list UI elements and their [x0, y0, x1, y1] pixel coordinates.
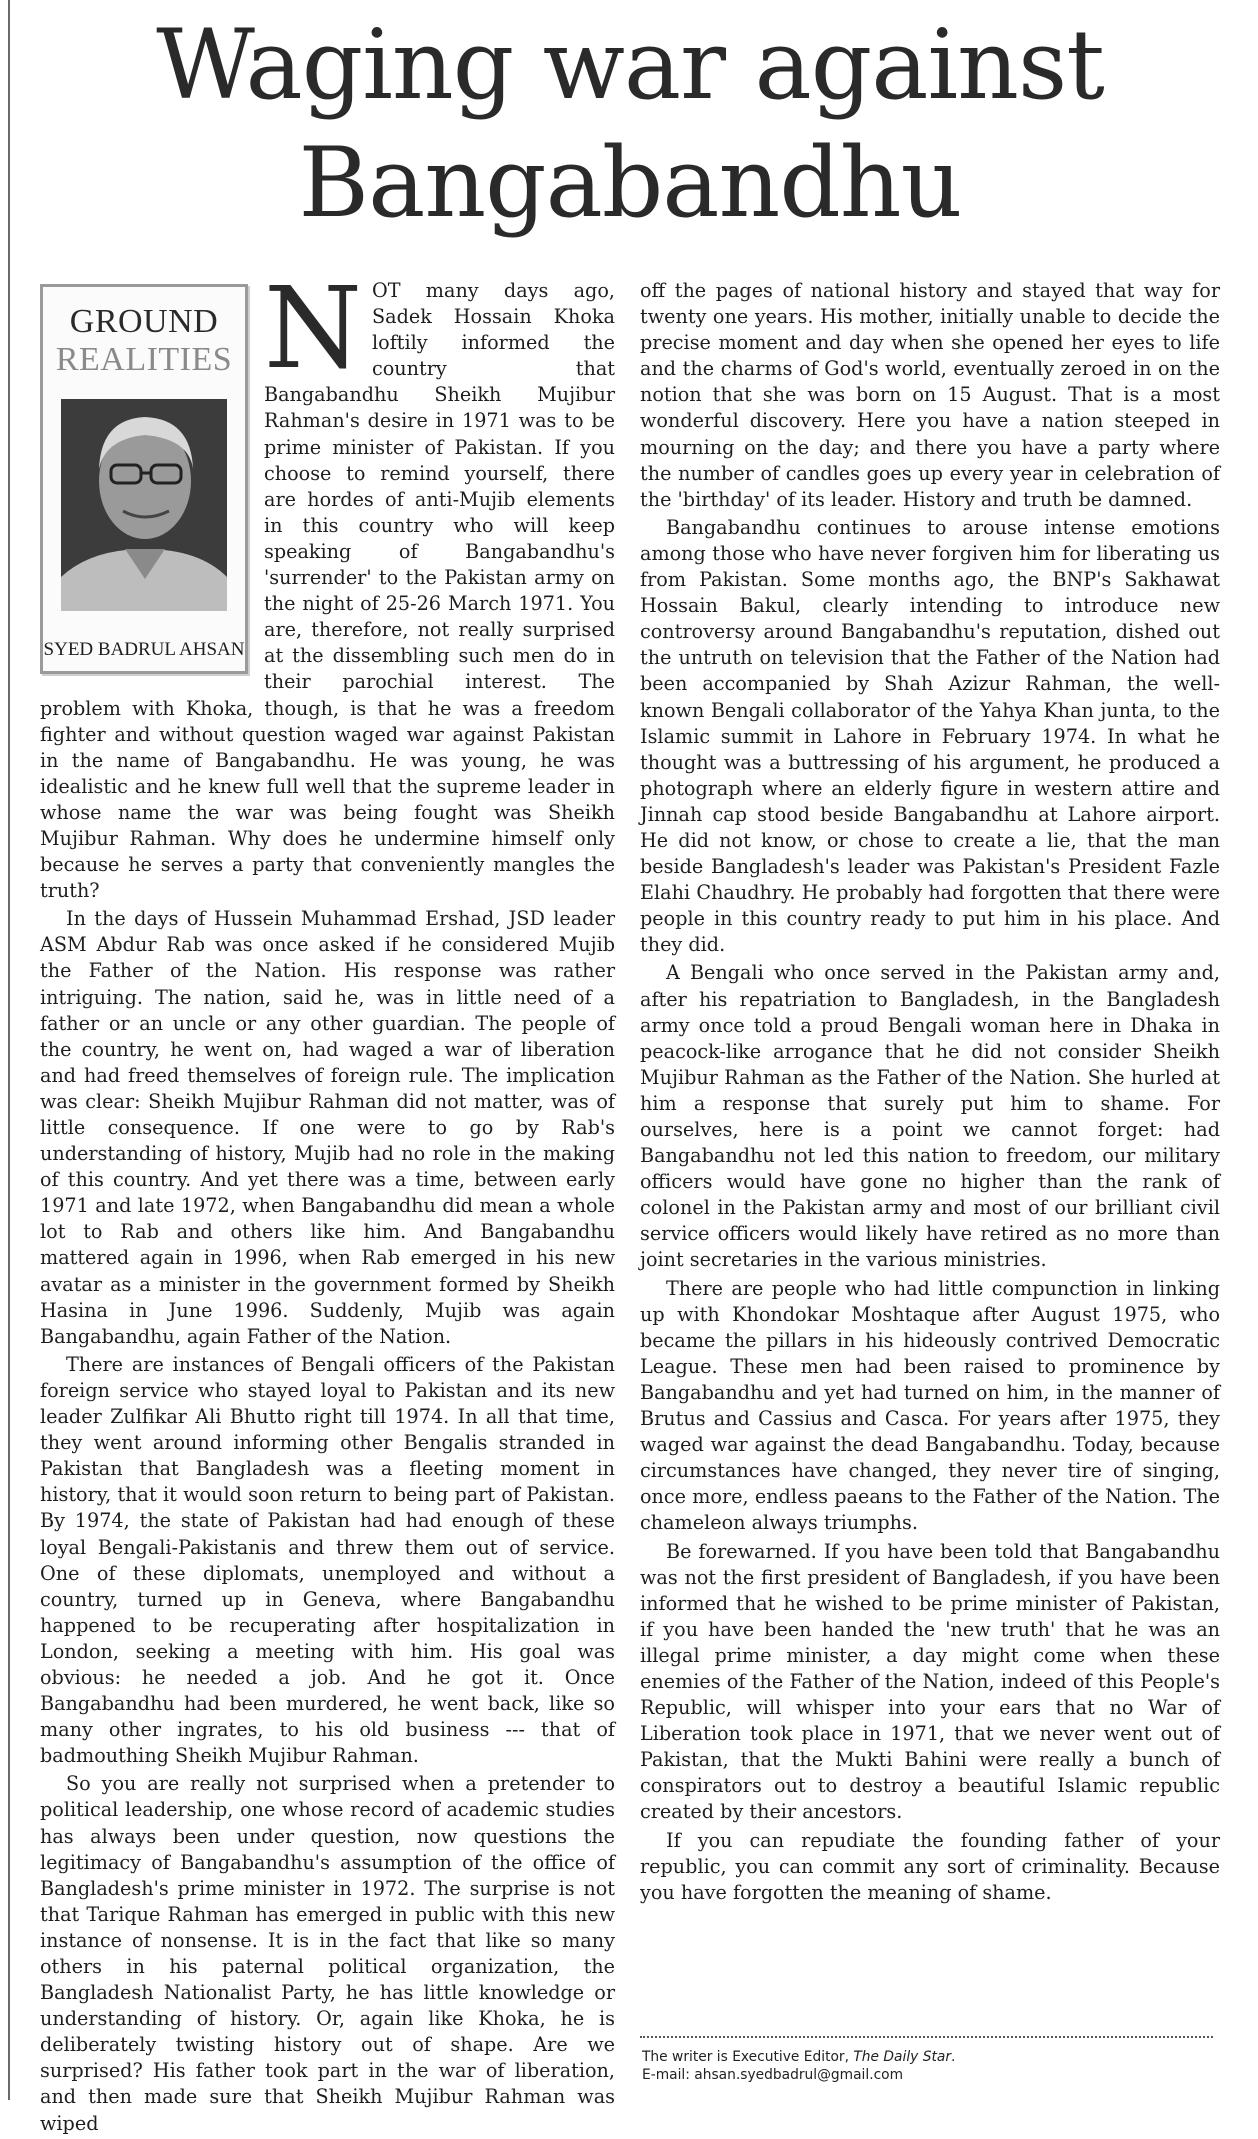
- footer-divider: [640, 2036, 1213, 2038]
- article-column-left: [40, 264, 615, 2139]
- email-address: ahsan.syedbadrul@gmail.com: [694, 2067, 904, 2083]
- author-name: SYED BADRUL AHSAN: [43, 638, 245, 660]
- author-footer: [642, 2048, 1222, 2084]
- article-column-right: [640, 278, 1220, 1908]
- column-rule: [8, 0, 10, 2100]
- column-title-ground: GROUND: [69, 303, 219, 340]
- writer-credit-suffix: .: [951, 2049, 956, 2065]
- paragraph-6: A Bengali who once served in the Pakistan army and, after his repatriation to Bangladesh, in the Bangladesh army once told a proud Bengali woman here in Dhaka in peacock-like arrogance that he did not consider Sheikh Mujibur Rahman as the Father of the Nation. She hurled at him a response that surely put him to shame. For ourselves, here is a point we cannot forget: had Bangabandhu not led this nation to freedom, our military officers would have gone no higher than the rank of colonel in the Pakistan army and most of our brilliant civil service officers would likely have retired as no more than joint secretaries in the various ministries.: [640, 961, 1220, 1272]
- paragraph-2: In the days of Hussein Muhammad Ershad, JSD leader ASM Abdur Rab was once asked if he considered Mujib the Father of the Nation. His response was rather intriguing. The nation, said he, was in little need of a father or an uncle or any other guardian. The people of the country, he went on, had waged a war of liberation and had freed themselves of foreign rule. The implication was clear: Sheikh Mujibur Rahman did not matter, was of little consequence. If one were to go by Rab's understanding of history, Mujib had no role in the making of this country. And yet there was a time, between early 1971 and late 1972, when Bangabandhu did mean a whole lot to Rab and others like him. And Bangabandhu mattered again in 1996, when Rab emerged in his new avatar as a minister in the government formed by Sheikh Hasina in June 1996. Suddenly, Mujib was again Bangabandhu, again Father of the Nation.: [40, 907, 615, 1348]
- headline-line-1: Waging war against: [156, 9, 1104, 121]
- paragraph-8: Be forewarned. If you have been told that Bangabandhu was not the first president of Bangladesh, if you have been informed that he wished to be prime minister of Pakistan, if you have been handed the 'new truth' that he was an illegal prime minister, a day might come when these enemies of the Father of the Nation, indeed of this People's Republic, will whisper into your ears that no War of Liberation took place in 1971, that we never went out of Pakistan, that the Mukti Bahini were really a bunch of conspirators out to destroy a beautiful Islamic republic created by their ancestors.: [640, 1539, 1220, 1824]
- column-box: [40, 284, 248, 674]
- paragraph-1-text: OT many days ago, Sadek Hossain Khoka loftily informed the country that Bangabandhu Sheikh Mujibur Rahman's desire in 1971 was to be prime minister of Pakistan. If you choose to remind yourself, there are hordes of anti-Mujib elements in this country who will keep speaking of Bangabandhu's 'surrender' to the Pakistan army on the night of 25-26 March 1971. You are, therefore, not really surprised at the dissembling such men do in their parochial interest. The problem with Khoka, though, is that he was a freedom fighter and without question waged war against Pakistan in the name of Bangabandhu. He was young, he was idealistic and he knew full well that the supreme leader in whose name the war was being fought was Sheikh Mujibur Rahman. Why does he undermine himself only because he serves a party that conveniently mangles the truth?: [40, 279, 615, 903]
- author-photo: [61, 399, 227, 611]
- paragraph-5: Bangabandhu continues to arouse intense emotions among those who have never forgiven him for liberating us from Pakistan. Some months ago, the BNP's Sakhawat Hossain Bakul, clearly intending to introduce new controversy around Bangabandhu's reputation, dished out the untruth on television that the Father of the Nation had been accompanied by Shah Azizur Rahman, the well-known Bengali collaborator of the Yahya Khan junta, to the Islamic summit in Lahore in February 1974. In what he thought was a buttressing of his argument, he produced a photograph where an elderly figure in western attire and Jinnah cap stood beside Bangabandhu at Lahore airport. He did not know, or chose to create a lie, that the man beside Bangladesh's leader was Pakistan's President Fazle Elahi Chaudhry. He probably had forgotten that there were people in this country ready to put him in his place. And they did.: [640, 515, 1220, 957]
- paragraph-4-continued: off the pages of national history and stayed that way for twenty one years. His mother, initially unable to decide the precise moment and day when she opened her eyes to life and the charms of God's world, eventually zeroed in on the notion that she was born on 15 August. That is a most wonderful discovery. Here you have a nation steeped in mourning on the day; and there you have a party where the number of candles goes up every year in celebration of the 'birthday' of its leader. History and truth be damned.: [640, 279, 1220, 511]
- writer-email: [642, 2066, 1222, 2084]
- author-portrait-icon: [61, 399, 227, 611]
- paragraph-9: If you can repudiate the founding father of your republic, you can commit any sort of criminality. Because you have forgotten the meaning of shame.: [640, 1828, 1220, 1904]
- email-label: E-mail:: [642, 2067, 695, 2083]
- headline-line-2: Bangabandhu: [298, 127, 962, 239]
- publication-name: The Daily Star: [853, 2049, 951, 2065]
- column-title-realities: REALITIES: [55, 341, 233, 378]
- writer-credit: [642, 2048, 1222, 2066]
- drop-cap: N: [264, 264, 362, 394]
- writer-credit-prefix: The writer is Executive Editor,: [642, 2049, 854, 2065]
- headline: [20, 6, 1240, 242]
- paragraph-3: There are instances of Bengali officers of the Pakistan foreign service who stayed loyal to Pakistan and its new leader Zulfikar Ali Bhutto right till 1974. In all that time, they went around informing other Bengalis stranded in Pakistan that Bangladesh was a fleeting moment in history, that it would soon return to being part of Pakistan. By 1974, the state of Pakistan had had enough of these loyal Bengali-Pakistanis and threw them out of service. One of these diplomats, unemployed and without a country, turned up in Geneva, where Bangabandhu happened to be recuperating after hospitalization in London, seeking a meeting with him. His goal was obvious: he needed a job. And he got it. Once Bangabandhu had been murdered, he went back, like so many other ingrates, to his old business --- that of badmouthing Sheikh Mujibur Rahman.: [40, 1352, 615, 1768]
- paragraph-4: So you are really not surprised when a pretender to political leadership, one whose record of academic studies has always been under question, now questions the legitimacy of Bangabandhu's assumption of the office of Bangladesh's prime minister in 1972. The surprise is not that Tarique Rahman has emerged in public with this new instance of nonsense. It is in the fact that like so many others in his paternal political organization, the Bangladesh Nationalist Party, he has little knowledge or understanding of history. Or, again like Khoka, he is deliberately twisting history out of shape. Are we surprised? His father took part in the war of liberation, and then made sure that Sheikh Mujibur Rahman was wiped: [40, 1772, 615, 2135]
- paragraph-7: There are people who had little compunction in linking up with Khondokar Moshtaque after August 1975, who became the pillars in his hideously contrived Democratic League. These men had been raised to prominence by Bangabandhu and yet had turned on him, in the manner of Brutus and Cassius and Casca. For years after 1975, they waged war against the dead Bangabandhu. Today, because circumstances have changed, they never tire of singing, once more, endless paeans to the Father of the Nation. The chameleon always triumphs.: [640, 1276, 1220, 1535]
